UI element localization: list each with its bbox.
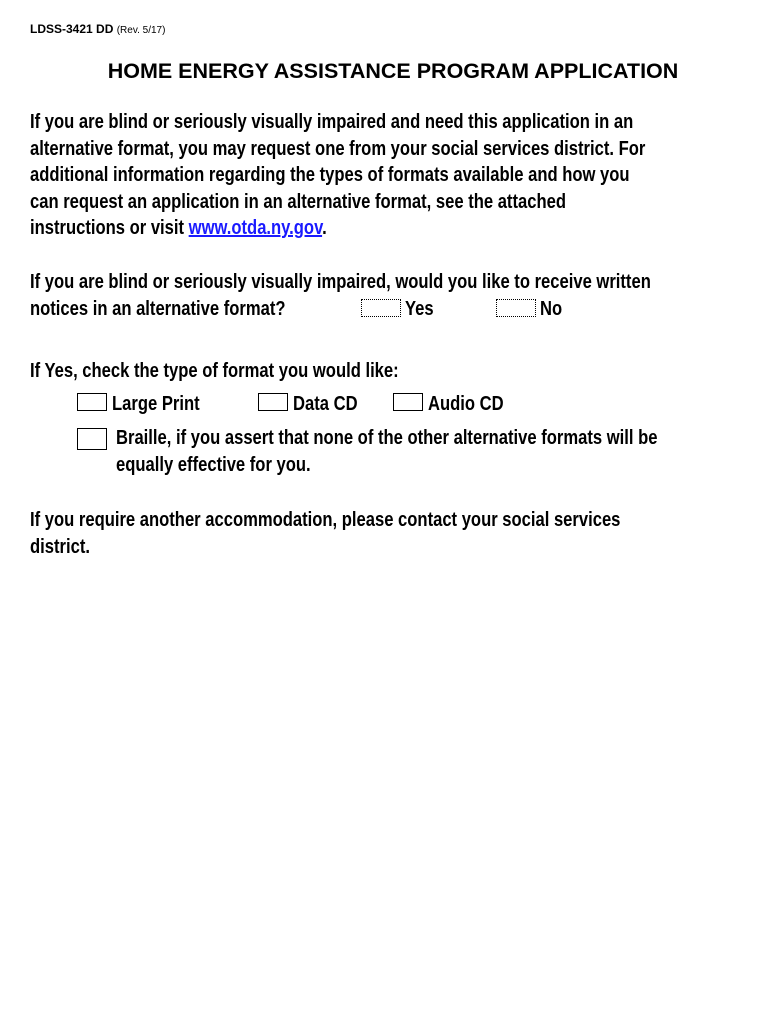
audio-cd-checkbox[interactable] [393, 393, 423, 411]
form-id [30, 22, 165, 36]
data-cd-checkbox[interactable] [258, 393, 288, 411]
format-prompt: If Yes, check the type of format you would like: [30, 360, 399, 382]
accommodation-paragraph: If you require another accommodation, please contact your social services district. [30, 509, 621, 558]
large-print-checkbox[interactable] [77, 393, 107, 411]
data-cd-label: Data CD [293, 393, 358, 415]
page-title: HOME ENERGY ASSISTANCE PROGRAM APPLICATION [107, 59, 679, 83]
braille-label: Braille, if you assert that none of the other alternative formats will be equally effective for you. [116, 427, 658, 476]
notices-no-label: No [540, 298, 563, 320]
intro-trailing: . [322, 217, 327, 239]
braille-checkbox[interactable] [77, 428, 107, 450]
notices-question-line1: If you are blind or seriously visually impaired, would you like to receive written [30, 271, 651, 293]
notices-yes-checkbox[interactable] [361, 299, 401, 317]
intro-paragraph [30, 109, 648, 242]
intro-text: If you are blind or seriously visually impaired and need this application in an alternative format, you may request one from your social services district. For additional information regarding the types of formats available and how you can request an application in an alternative format, see the attached instructions or visit [30, 111, 646, 239]
form-number: LDSS-3421 DD [30, 22, 114, 36]
notices-question-line2: notices in an alternative format? [30, 298, 286, 320]
large-print-label: Large Print [112, 393, 200, 415]
form-revision: (Rev. 5/17) [116, 25, 166, 36]
otda-website-link[interactable]: www.otda.ny.gov [188, 217, 323, 239]
notices-no-checkbox[interactable] [496, 299, 536, 317]
audio-cd-label: Audio CD [428, 393, 504, 415]
notices-yes-label: Yes [405, 298, 434, 320]
